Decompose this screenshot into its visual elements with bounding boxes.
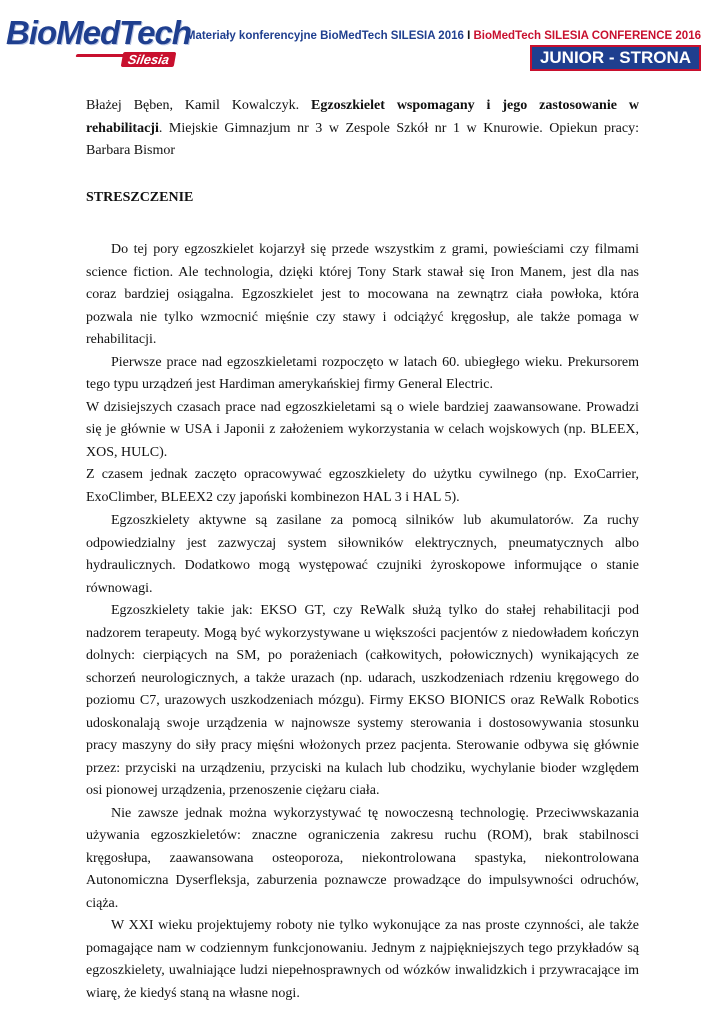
paragraph: W XXI wieku projektujemy roboty nie tylko wykonujące za nas proste czynności, ale także pomagające nam w codziennym funkcjonowaniu. Jednym z najpiękniejszych tego przykładów są egzoszkielety, uwalniające ludzi niepełnosprawnych od wózków inwalidzkich i przywracające im wiarę, że kiedyś staną na własne nogi. (86, 918, 639, 1001)
paragraph: W dzisiejszych czasach prace nad egzoszkieletami są o wiele bardziej zaawansowane. Prowadzi się je głównie w USA i Japonii z założeniem wykorzystania w celach wojskowych (np. BLEEX, XOS, HULC). (86, 399, 639, 460)
paragraph: Z czasem jednak zaczęto opracowywać egzoszkielety do użytku cywilnego (np. ExoCarrier, ExoClimber, BLEEX2 czy japoński kombinezon HAL 3 i HAL 5). (86, 467, 639, 505)
paragraph: Egzoszkielety aktywne są zasilane za pomocą silników lub akumulatorów. Za ruchy odpowiedzialny jest zazwyczaj system siłowników elektrycznych, pneumatycznych albo hydraulicznych. Dodatkowo mogą występować czujniki żyroskopowe informujące o stanie równowagi. (86, 513, 639, 596)
article-body (86, 95, 639, 1005)
conference-separator: I (467, 30, 471, 42)
biomedtech-logo (6, 14, 191, 68)
paragraph: Do tej pory egzoszkielet kojarzył się przede wszystkim z grami, powieściami czy filmami science fiction. Ale technologia, dzięki której Tony Stark stawał się Iron Manem, jest dla nas coraz bardziej osiągalna. Egzoszkielet jest to mocowana na zewnątrz ciała powłoka, która pozwala nie tylko wzmocnić mięśnie czy stawy i odciążyć kręgosłup, ale także pomaga w rehabilitacji. (86, 242, 639, 347)
paragraph: Pierwsze prace nad egzoszkieletami rozpoczęto w latach 60. ubiegłego wieku. Prekursorem tego typu urządzeń jest Hardiman amerykańskiej firmy General Electric. (86, 354, 639, 392)
paragraph: Egzoszkielety takie jak: EKSO GT, czy ReWalk służą tylko do stałej rehabilitacji pod nadzorem terapeuty. Mogą być wykorzystywane u większości pacjentów z niedowładem kończyn dolnych: cierpiących na SM, po porażeniach (całkowitych, połowicznych) wynikających ze schorzeń neurologicznych, a także urazach (np. udarach, uszkodzeniach rdzeniu kręgowego do poziomu C7, urazowych uszkodzeniach mózgu). Firmy EKSO BIONICS oraz ReWalk Robotics udoskonalają swoje urządzenia w najnowsze systemy sterowania i dostosowywania stosunku pracy maszyny do siły pracy mięśni włożonych przez pacjenta. Sterowanie odbywa się głównie przez: przyciski na urządzeniu, przyciski na kulach lub chodziku, wychylanie bioder względem osi pionowej urządzenia, przenoszenie ciężaru ciała. (86, 603, 639, 798)
article-citation (86, 95, 639, 163)
paragraph: Nie zawsze jednak można wykorzystywać tę nowoczesną technologię. Przeciwwskazania używania egzoszkieletów: znaczne ograniczenia zakresu ruchu (ROM), brak stabilnosci kręgosłupa, zaawansowana osteoporoza, niekontrolowana spastyka, niekontrolowana Autonomiczna Dyserfleksja, zaburzenia poznawcze prowadzące do impulsywności odruchów, ciąża. (86, 805, 639, 911)
logo-wordmark: BioMedTech (6, 14, 191, 51)
conference-title (186, 30, 701, 42)
authors: Błażej Bęben, Kamil Kowalczyk. (86, 98, 300, 113)
affiliation: . Miejskie Gimnazjum nr 3 w Zespole Szkół nr 1 w Knurowie. Opiekun pracy: Barbara Bismor (86, 120, 639, 158)
article-title: Egzoszkielet wspomagany i jego zastosowanie w rehabilitacji (86, 98, 639, 136)
logo-subtitle: Silesia (121, 52, 177, 67)
page-label: JUNIOR - STRONA 11 (530, 45, 701, 71)
section-heading: STRESZCZENIE (86, 189, 194, 205)
conference-title-pl: Materiały konferencyjne BioMedTech SILESIA 2016 (185, 30, 464, 42)
page-header (0, 0, 725, 89)
conference-title-en: BioMedTech SILESIA CONFERENCE 2016 (473, 30, 701, 42)
